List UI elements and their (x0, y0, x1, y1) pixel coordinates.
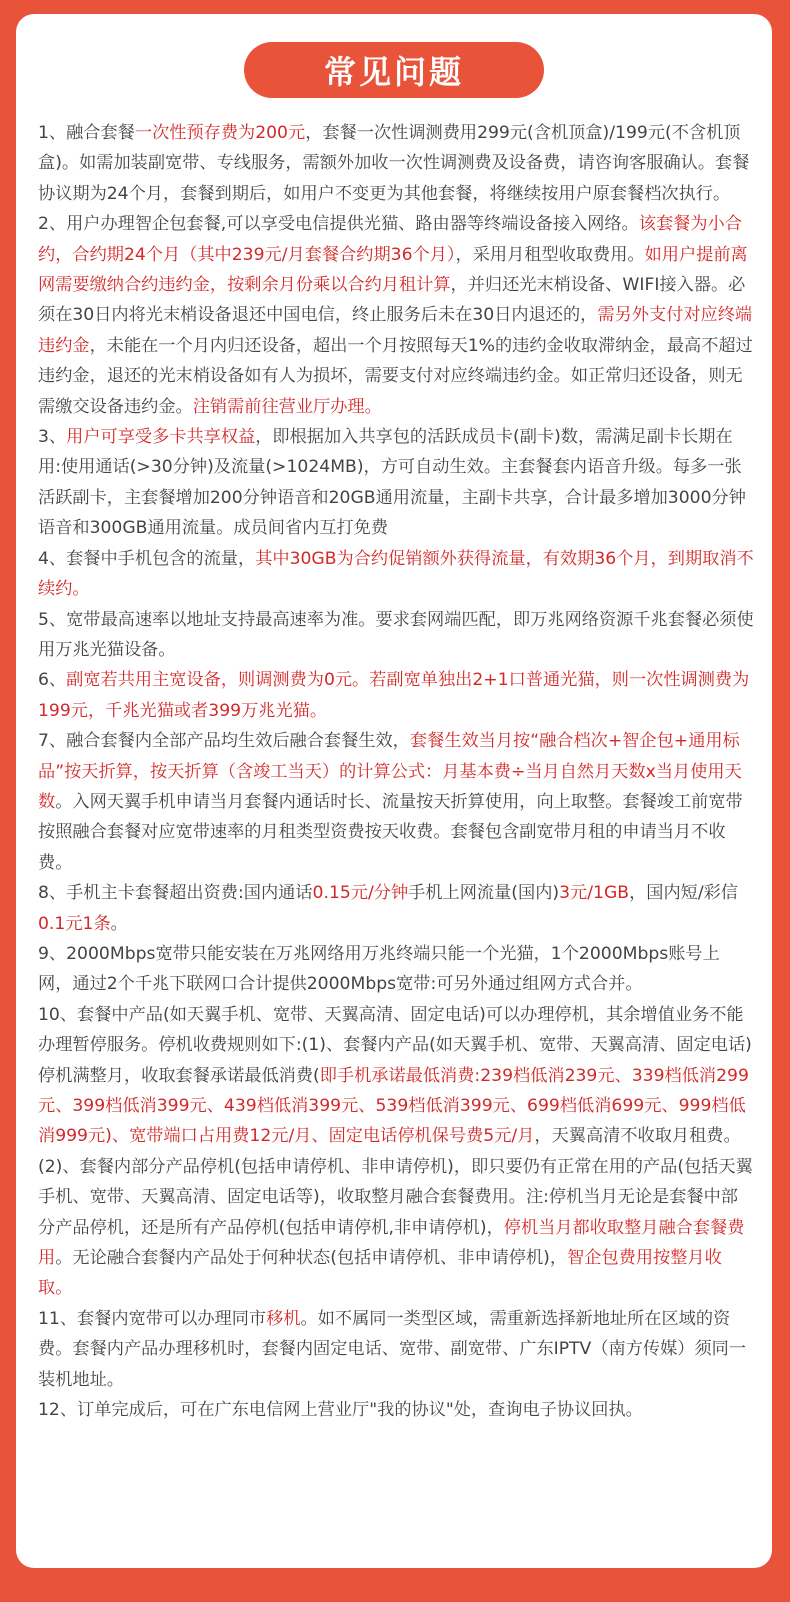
body-text: 。 (110, 913, 128, 934)
body-text: 9、2000Mbps宽带只能安装在万兆网络用万兆终端只能一个光猫，1个2000Mbps账号上网，通过2个千兆下联网口合计提供2000Mbps宽带:可另外通过组网方式合并。 (38, 943, 720, 995)
highlight-text: 0.1元1条 (38, 913, 111, 934)
highlight-text: 副宽若共用主宽设备，则调测费为0元。若副宽单独出2+1口普通光猫，则一次性调测费为199元，千兆光猫或者399万兆光猫。 (38, 670, 750, 721)
body-text: 。无论融合套餐内产品处于何种状态(包括申请停机、非申请停机)， (55, 1248, 568, 1269)
highlight-text: 该套餐为小合约，合约期24个月（其中239元/月套餐合约期36个月） (38, 214, 742, 265)
body-text: 。如不属同一类型区域，需重新选择新地址所在区域的资费。套餐内产品办理移机时，套餐内固定电话、宽带、副宽带、广东IPTV（南方传媒）须同一装机地址。 (38, 1308, 747, 1390)
highlight-text: 如用户提前离网需要缴纳合约违约金，按剩余月份乘以合约月租计算 (38, 244, 748, 296)
faq-item-9 (38, 939, 754, 1000)
highlight-text: 一次性预存费为200元 (134, 123, 306, 143)
body-text: ，未能在一个月内归还设备，超出一个月按照每天1%的违约金收取滞纳金，最高不超过违约金，退还的光末梢设备如有人为损坏，需要支付对应终端违约金。如正常归还设备，则无需缴交设备违约金。 (38, 335, 753, 417)
faq-item-4 (38, 544, 754, 605)
body-text: 7、融合套餐内全部产品均生效后融合套餐生效， (38, 731, 410, 752)
body-text: 5、宽带最高速率以地址支持最高速率为准。要求套网端匹配，即万兆网络资源千兆套餐必须使用万兆光猫设备。 (38, 609, 754, 660)
body-text: ，并归还光末梢设备、WIFI接入器。必须在30日内将光末梢设备退还中国电信，终止服务后未在30日内退还的， (38, 275, 746, 326)
body-text: ，套餐一次性调测费用299元(含机顶盒)/199元(不含机顶盒)。如需加装副宽带、专线服务，需额外加收一次性调测费及设备费，请咨询客服确认。套餐协议期为24个月，套餐到期后，如用户不变更为其他套餐，将继续按用户原套餐档次执行。 (38, 123, 750, 204)
body-text: 1、融合套餐 (38, 123, 135, 143)
highlight-text: 移机 (266, 1308, 301, 1329)
highlight-text: 注销需前往营业厅办理。 (192, 396, 382, 417)
body-text: 。入网天翼手机申请当月套餐内通话时长、流量按天折算使用，向上取整。套餐竣工前宽带按照融合套餐对应宽带速率的月租类型资费按天收费。套餐包含副宽带月租的申请当月不收费。 (38, 791, 743, 873)
faq-item-8 (38, 878, 754, 939)
faq-item-6 (38, 665, 754, 726)
body-text: 2、用户办理智企包套餐,可以享受电信提供光猫、路由器等终端设备接入网络。 (38, 214, 639, 235)
body-text: 6、 (38, 670, 67, 691)
highlight-text: 即手机承诺最低消费:239档低消239元、339档低消299元、399档低消399元、439档低消399元、539档低消399元、699档低消699元、999档低消999元)、宽带端口占用费12元/月、固定电话停机保号费5元/月 (38, 1065, 749, 1147)
highlight-text: 智企包费用按整月收取。 (38, 1248, 722, 1299)
highlight-text: 其中30GB为合约促销额外获得流量，有效期36个月，到期取消不续约。 (38, 548, 754, 600)
body-text: 3、 (38, 427, 67, 448)
faq-item-11 (38, 1304, 754, 1395)
highlight-text: 需另外支付对应终端违约金 (38, 305, 753, 356)
page-title: 常见问题 (244, 42, 544, 98)
faq-card (16, 14, 772, 1568)
body-text: 8、手机主卡套餐超出资费:国内通话 (38, 883, 313, 904)
highlight-text: 套餐生效当月按“融合档次+智企包+通用标品”按天折算，按天折算（含竣工当天）的计算公式：月基本费÷当月自然月天数x当月使用天数 (38, 731, 742, 812)
faq-item-7 (38, 726, 754, 878)
highlight-text: 0.15元/分钟 (312, 883, 409, 904)
faq-content (38, 118, 754, 1425)
faq-item-3 (38, 422, 754, 544)
body-text: 11、套餐内宽带可以办理同市 (38, 1308, 267, 1329)
faq-item-2 (38, 209, 754, 422)
highlight-text: 停机当月都收取整月融合套餐费用 (38, 1217, 745, 1269)
highlight-text: 用户可享受多卡共享权益 (66, 427, 256, 448)
body-text: ，天翼高清不收取月租费。(2)、套餐内部分产品停机(包括申请停机、非申请停机)，即只要仍有正常在用的产品(包括天翼手机、宽带、天翼高清、固定电话等)，收取整月融合套餐费用。注:停机当月无论是套餐中部分产品停机，还是所有产品停机(包括申请停机,非申请停机)， (38, 1126, 753, 1238)
body-text: ，即根据加入共享包的活跃成员卡(副卡)数，需满足副卡长期在用:使用通话(>30分钟)及流量(>1024MB)，方可自动生效。主套餐套内语音升级。每多一张活跃副卡，主套餐增加200分钟语音和20GB通用流量，主副卡共享，合计最多增加3000分钟语音和300GB通用流量。成员间省内互打免费 (38, 427, 746, 539)
faq-item-10 (38, 1000, 754, 1304)
highlight-text: 3元/1GB (559, 883, 630, 904)
body-text: 10、套餐中产品(如天翼手机、宽带、天翼高清、固定电话)可以办理停机，其余增值业务不能办理暂停服务。停机收费规则如下:(1)、套餐内产品(如天翼手机、宽带、天翼高清、固定电话)停机满整月，收取套餐承诺最低消费( (38, 1004, 752, 1086)
body-text: ，采用月租型收取费用。 (455, 244, 645, 265)
faq-item-5 (38, 605, 754, 666)
body-text: 手机上网流量(国内) (408, 883, 560, 904)
faq-item-12 (38, 1395, 754, 1425)
faq-item-1 (38, 118, 754, 209)
body-text: 12、订单完成后，可在广东电信网上营业厅"我的协议"处，查询电子协议回执。 (38, 1400, 643, 1421)
body-text: ，国内短/彩信 (629, 883, 738, 904)
body-text: 4、套餐中手机包含的流量， (38, 548, 256, 569)
